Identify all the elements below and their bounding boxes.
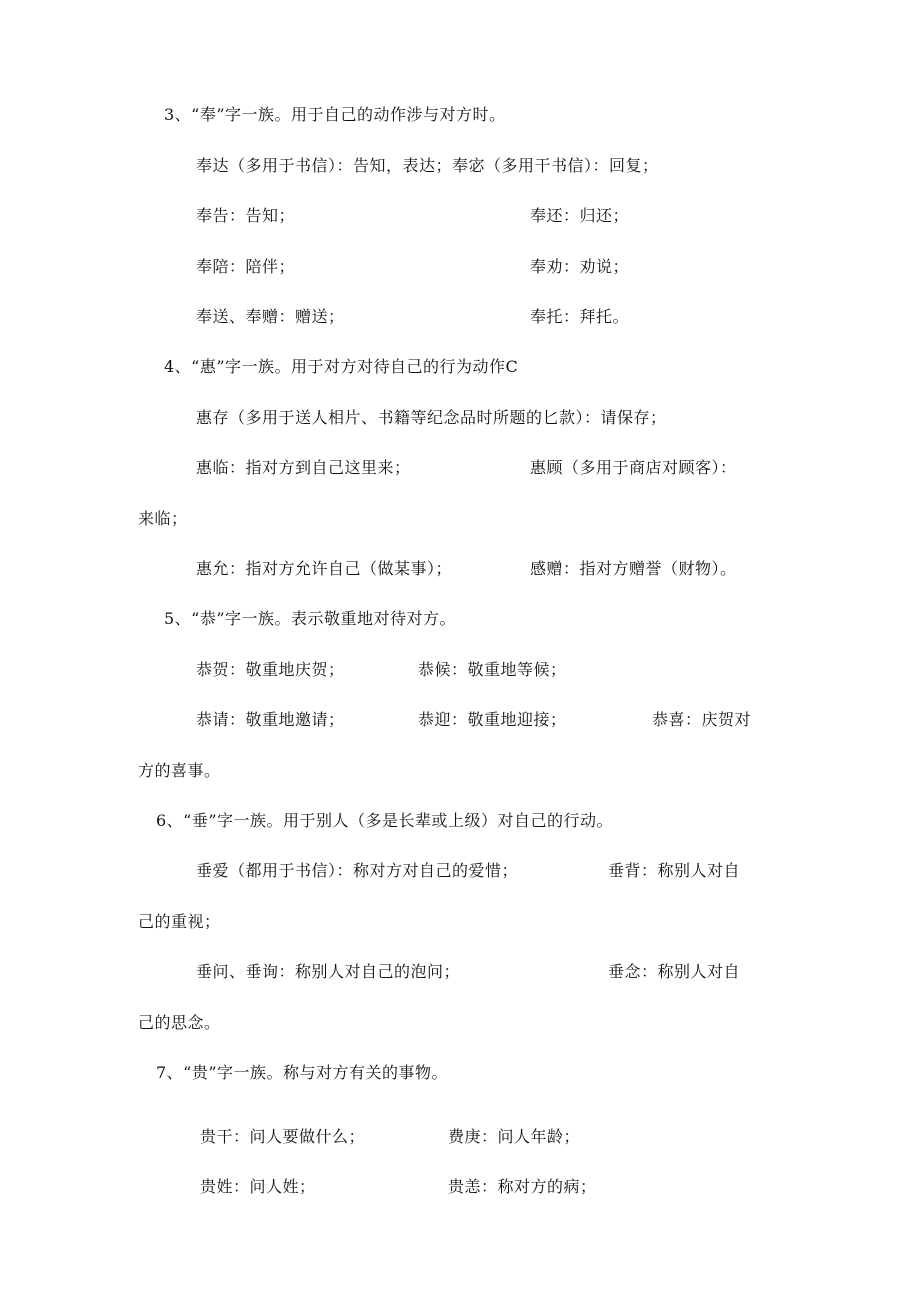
text-entry: 惠临：指对方到自己这里来； <box>196 458 411 477</box>
text-entry: 恭请：敬重地邀请； <box>196 710 345 729</box>
text-entry: 贵恙：称对方的病； <box>448 1177 597 1196</box>
text-entry: 恭喜：庆贺对 <box>652 710 752 729</box>
text-entry: 贵姓：问人姓； <box>200 1177 316 1196</box>
text-line: 奉达（多用于书信）：告知，表达；奉宓（多用干书信）：回复； <box>196 156 659 175</box>
text-entry: 垂念：称别人对自 <box>608 962 741 981</box>
text-entry: 奉托：拜托。 <box>530 307 630 326</box>
section-heading: 5、“恭”字一族。表示敬重地对待对方。 <box>164 609 457 628</box>
text-entry: 垂背：称别人对自 <box>608 861 741 880</box>
text-entry: 惠顾（多用于商店对顾客）： <box>530 458 737 477</box>
text-entry: 感赠：指对方赠誉（财物）。 <box>530 559 737 578</box>
text-entry: 贵干：问人要做什么； <box>200 1127 366 1146</box>
section-heading: 4、“惠”字一族。用于对方对待自己的行为动作C <box>164 357 519 376</box>
text-entry: 垂爱（都用于书信）：称对方对自己的爱惜； <box>196 861 519 880</box>
text-line: 己的思念。 <box>138 1013 221 1032</box>
text-line: 惠存（多用于送人相片、书籍等纪念品时所题的匕款）：请保存； <box>196 408 667 427</box>
text-line: 己的重视； <box>138 912 221 931</box>
text-line: 方的喜事。 <box>138 761 221 780</box>
text-entry: 费庚：问人年龄； <box>448 1127 581 1146</box>
text-entry: 惠允：指对方允许自己（做某事）； <box>196 559 453 578</box>
text-entry: 奉送、奉赠：赠送； <box>196 307 345 326</box>
section-heading: 7、“贵”字一族。称与对方有关的事物。 <box>156 1063 449 1082</box>
text-entry: 恭贺：敬重地庆贺； <box>196 660 345 679</box>
text-line: 来临； <box>138 509 188 528</box>
section-heading: 6、“垂”字一族。用于别人（多是长辈或上级）对自己的行动。 <box>156 811 614 830</box>
text-entry: 奉劝：劝说； <box>530 257 630 276</box>
text-entry: 垂问、垂询：称别人对自己的泡问； <box>196 962 461 981</box>
text-entry: 奉陪：陪伴； <box>196 257 296 276</box>
text-entry: 奉还：归还； <box>530 206 630 225</box>
text-entry: 恭候：敬重地等候； <box>418 660 567 679</box>
text-entry: 奉告：告知； <box>196 206 296 225</box>
section-heading: 3、“奉”字一族。用于自己的动作涉与对方时。 <box>164 105 506 124</box>
text-entry: 恭迎：敬重地迎接； <box>418 710 567 729</box>
